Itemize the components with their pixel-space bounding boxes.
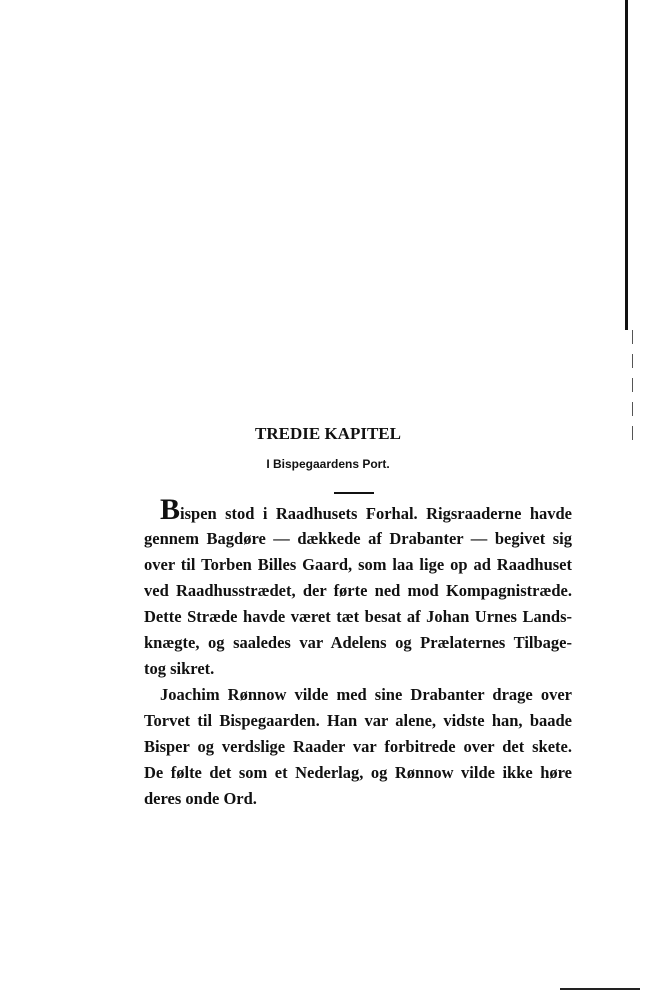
text-line: De følte det som et Nederlag, og Rønnow vilde ikke høre	[144, 763, 572, 782]
text-line: Bisper og verdslige Raader var forbitrede over det skete.	[144, 737, 572, 756]
text-line: deres onde Ord.	[144, 789, 257, 808]
text-line: Joachim Rønnow vilde med sine Drabanter drage over	[160, 685, 572, 704]
text-line: knægte, og saaledes var Adelens og Prælaternes Tilbage-	[144, 633, 572, 652]
text-line: tog sikret.	[144, 659, 215, 678]
text-line: Dette Stræde havde været tæt besat af Johan Urnes Lands-	[144, 607, 572, 626]
drop-cap: B	[160, 493, 181, 526]
bottom-edge-line	[560, 988, 640, 990]
text-line: over til Torben Billes Gaard, som laa lige op ad Raadhuset	[144, 555, 572, 574]
text-line: gennem Bagdøre — dækkede af Drabanter — begivet sig	[144, 529, 572, 548]
page-edge-shadow	[625, 0, 628, 330]
body-text	[144, 493, 572, 812]
line-text: ispen stod i Raadhusets Forhal. Rigsraaderne havde	[180, 504, 572, 523]
text-line: ved Raadhusstrædet, der førte ned mod Kompagnistræde.	[144, 581, 572, 600]
text-line	[144, 493, 572, 526]
chapter-subtitle: I Bispegaardens Port.	[266, 457, 390, 471]
text-line: Torvet til Bispegaarden. Han var alene, vidste han, baade	[144, 711, 572, 730]
section-rule	[334, 492, 374, 494]
chapter-title: TREDIE KAPITEL	[255, 424, 401, 443]
